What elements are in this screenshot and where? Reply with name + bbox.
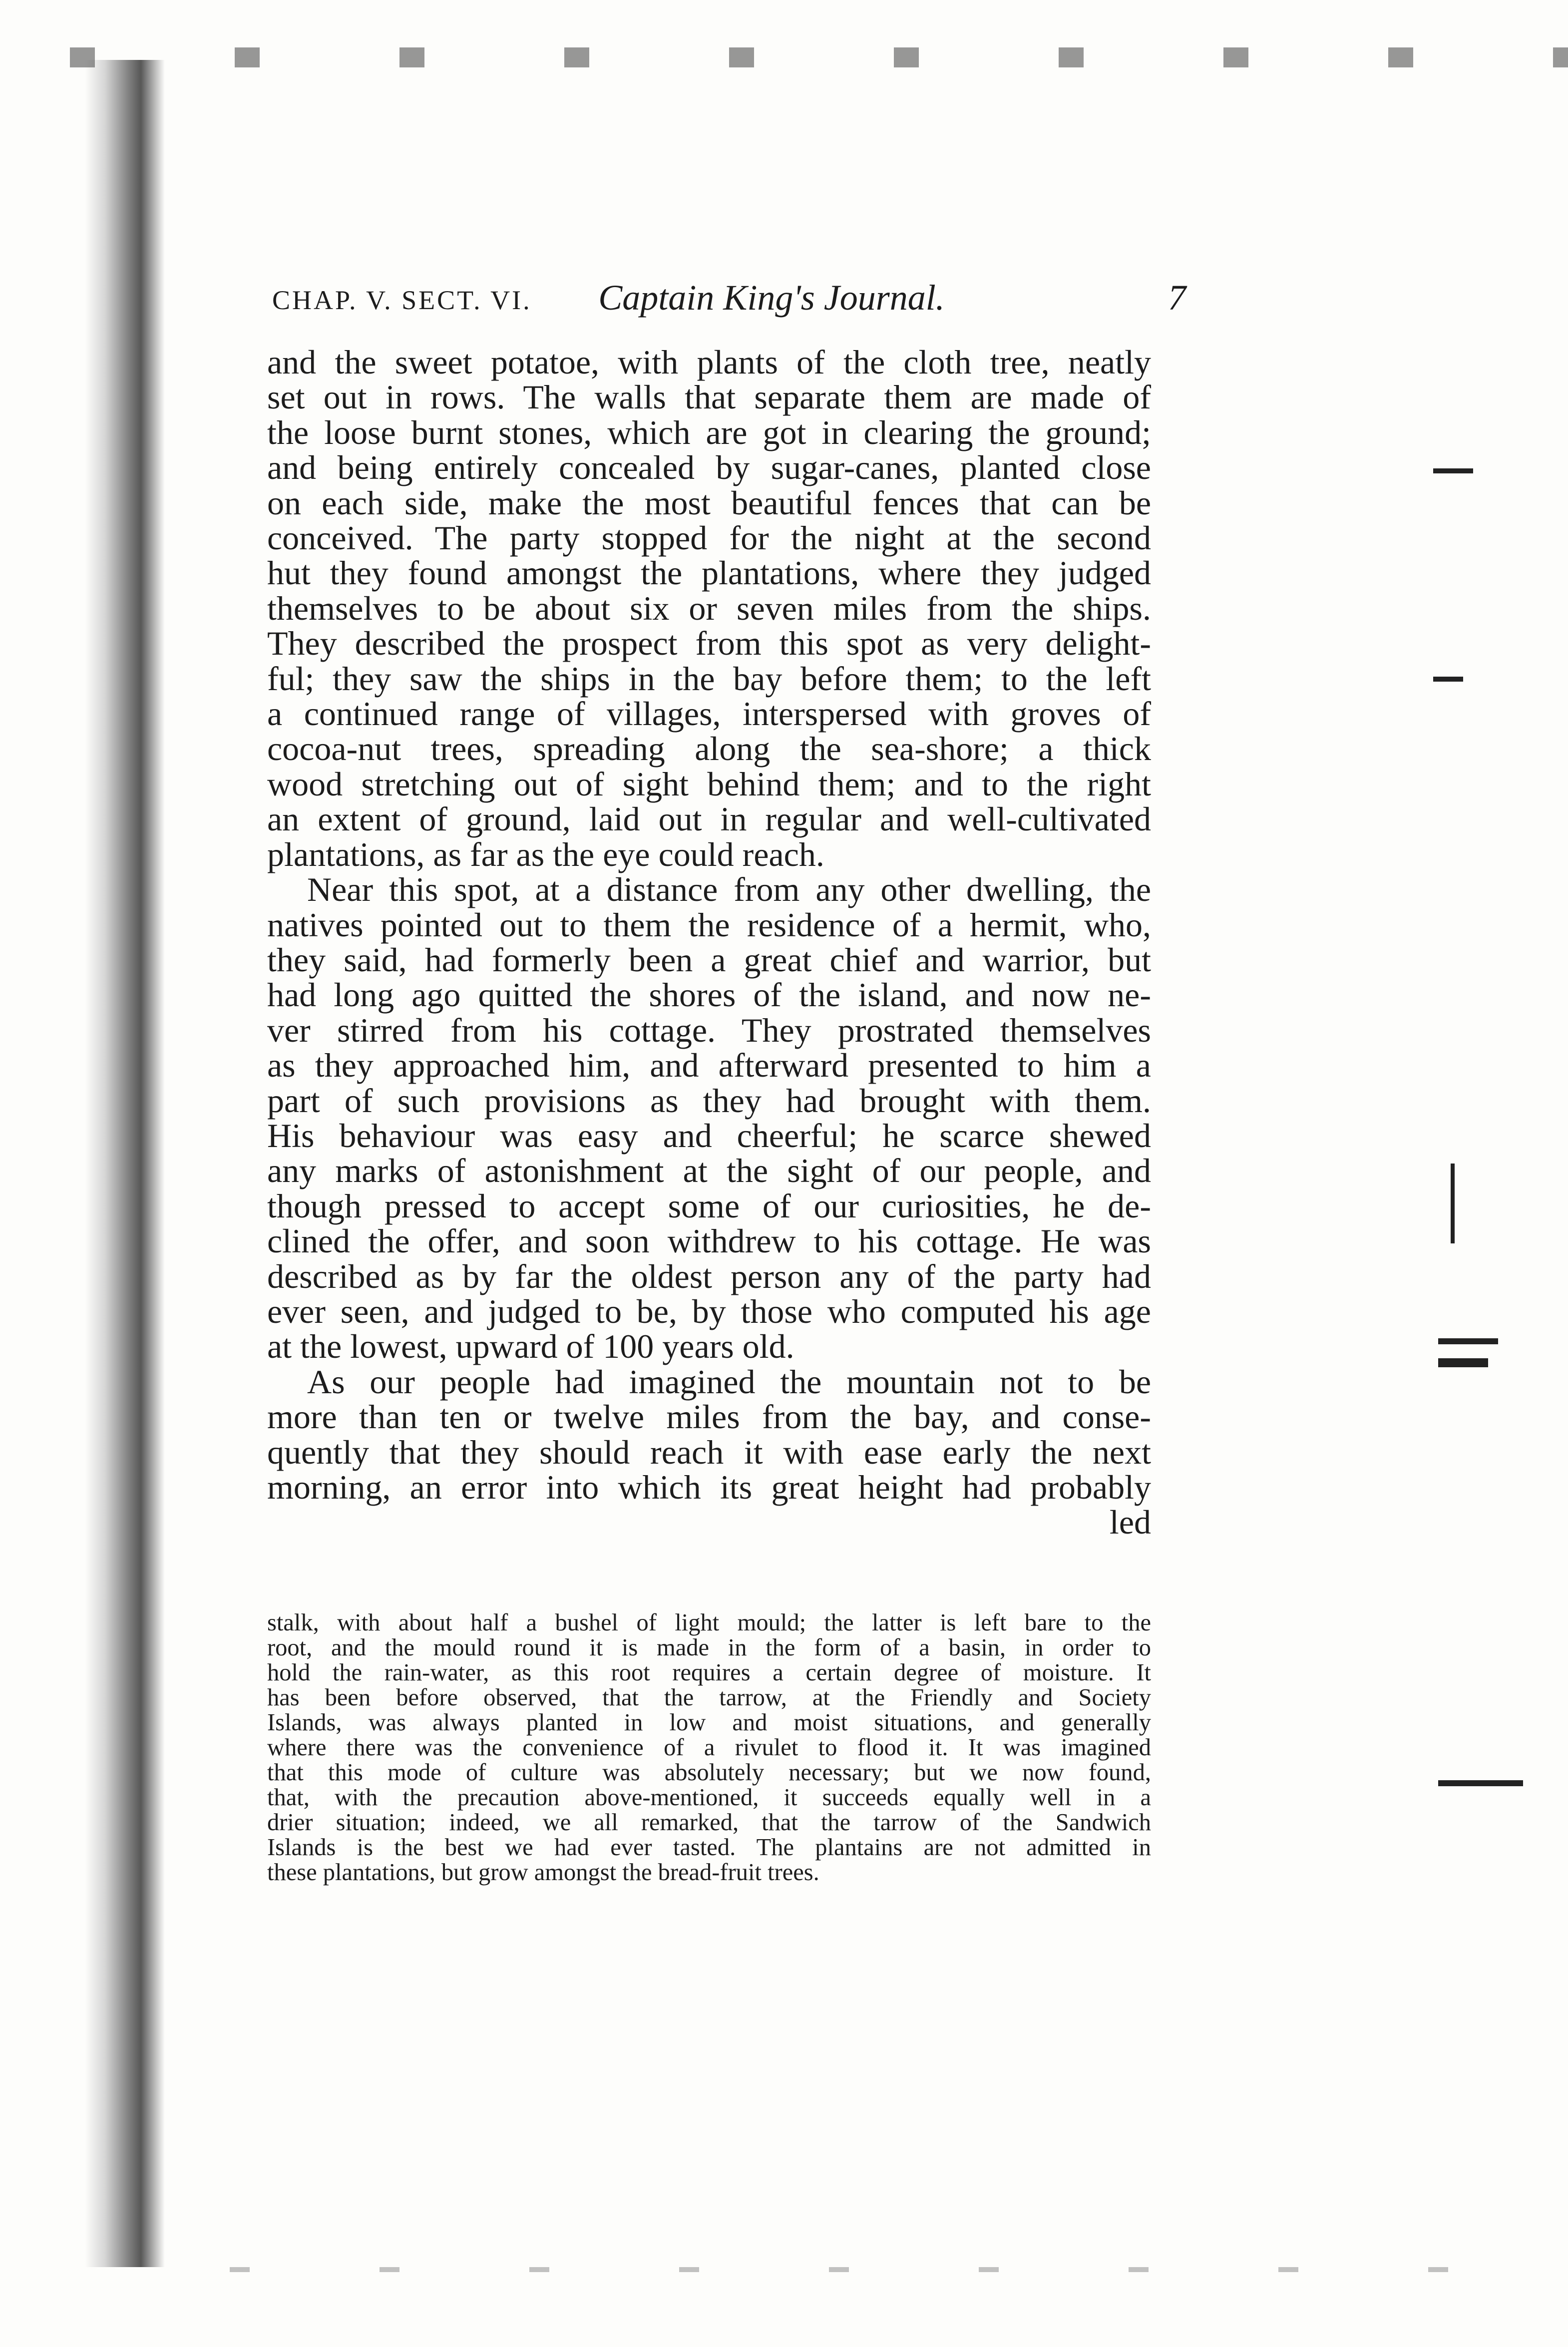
footnote-line: hold the rain-water, as this root requires a certain degree of moisture. It [267, 1659, 1151, 1686]
text-line: ver stirred from his cottage. They prostrated themselves [267, 1011, 1151, 1049]
margin-mark [1438, 1338, 1498, 1344]
footnote-line: where there was the convenience of a rivulet to flood it. It was imagined [267, 1734, 1151, 1761]
footnote-line: Islands, was always planted in low and moist situations, and generally [267, 1709, 1151, 1736]
text-line: cocoa-nut trees, spreading along the sea-shore; a thick [267, 730, 1151, 768]
text-line: conceived. The party stopped for the night at the second [267, 519, 1151, 557]
catchword: led [1109, 1503, 1151, 1542]
text-line: hut they found amongst the plantations, where they judged [267, 554, 1151, 592]
text-line: themselves to be about six or seven miles from the ships. [267, 589, 1151, 627]
text-line: They described the prospect from this spot as very delight- [267, 624, 1151, 663]
footnote-block [267, 1610, 1151, 1885]
margin-mark [1433, 677, 1463, 682]
scan-top-edge [0, 47, 1568, 67]
text-line: ful; they saw the ships in the bay before them; to the left [267, 659, 1151, 698]
footnote-line: root, and the mould round it is made in the form of a basin, in order to [267, 1634, 1151, 1661]
running-title: Captain King's Journal. [598, 278, 945, 318]
text-line: set out in rows. The walls that separate them are made of [267, 378, 1151, 416]
text-line: and the sweet potatoe, with plants of the cloth tree, neatly [267, 343, 1151, 381]
footnote-line: has been before observed, that the tarrow, at the Friendly and Society [267, 1684, 1151, 1711]
margin-mark [1438, 1780, 1523, 1786]
chapter-section-label: CHAP. V. SECT. VI. [272, 285, 532, 315]
text-line: at the lowest, upward of 100 years old. [267, 1327, 794, 1366]
text-line: an extent of ground, laid out in regular and well-cultivated [267, 800, 1151, 838]
text-line: described as by far the oldest person any of the party had [267, 1257, 1151, 1295]
text-line: on each side, make the most beautiful fences that can be [267, 483, 1151, 522]
margin-mark [1451, 1164, 1455, 1243]
text-line: His behaviour was easy and cheerful; he scarce shewed [267, 1116, 1151, 1155]
page-number: 7 [1168, 278, 1186, 318]
paragraph-start-line: As our people had imagined the mountain not to be [307, 1362, 1151, 1401]
paragraph-start-line: Near this spot, at a distance from any other dwelling, the [307, 870, 1151, 909]
text-line: more than ten or twelve miles from the bay, and conse- [267, 1398, 1151, 1436]
footnote-line: that, with the precaution above-mentioned, it succeeds equally well in a [267, 1784, 1151, 1811]
text-line: quently that they should reach it with ease early the next [267, 1433, 1151, 1471]
text-line: part of such provisions as they had brought with them. [267, 1081, 1151, 1120]
margin-mark [1438, 1358, 1488, 1367]
text-line: plantations, as far as the eye could reach. [267, 835, 824, 873]
binding-gutter-shadow [85, 60, 165, 2267]
footnote-line: these plantations, but grow amongst the bread-fruit trees. [267, 1859, 819, 1886]
text-line: a continued range of villages, interspersed with groves of [267, 695, 1151, 733]
text-line: the loose burnt stones, which are got in clearing the ground; [267, 413, 1151, 451]
text-line: and being entirely concealed by sugar-canes, planted close [267, 448, 1151, 487]
text-line: had long ago quitted the shores of the island, and now ne- [267, 976, 1151, 1014]
text-line: morning, an error into which its great height had probably [267, 1468, 1151, 1506]
footnote-line: stalk, with about half a bushel of light mould; the latter is left bare to the [267, 1609, 1151, 1636]
running-header [272, 272, 1186, 322]
text-line: clined the offer, and soon withdrew to his cottage. He was [267, 1222, 1151, 1260]
main-text-block [267, 345, 1151, 1540]
text-line: though pressed to accept some of our curiosities, he de- [267, 1186, 1151, 1225]
text-line: natives pointed out to them the residence of a hermit, who, [267, 905, 1151, 944]
margin-mark [1433, 468, 1473, 473]
text-line: any marks of astonishment at the sight of our people, and [267, 1152, 1151, 1190]
text-line: as they approached him, and afterward presented to him a [267, 1046, 1151, 1085]
footnote-line: drier situation; indeed, we all remarked, that the tarrow of the Sandwich [267, 1809, 1151, 1836]
footnote-line: that this mode of culture was absolutely necessary; but we now found, [267, 1759, 1151, 1786]
text-line: they said, had formerly been a great chief and warrior, but [267, 940, 1151, 979]
scan-bottom-edge [170, 2267, 1518, 2272]
footnote-line: Islands is the best we had ever tasted. The plantains are not admitted in [267, 1834, 1151, 1861]
text-line: ever seen, and judged to be, by those who computed his age [267, 1292, 1151, 1330]
text-line: wood stretching out of sight behind them; and to the right [267, 765, 1151, 803]
